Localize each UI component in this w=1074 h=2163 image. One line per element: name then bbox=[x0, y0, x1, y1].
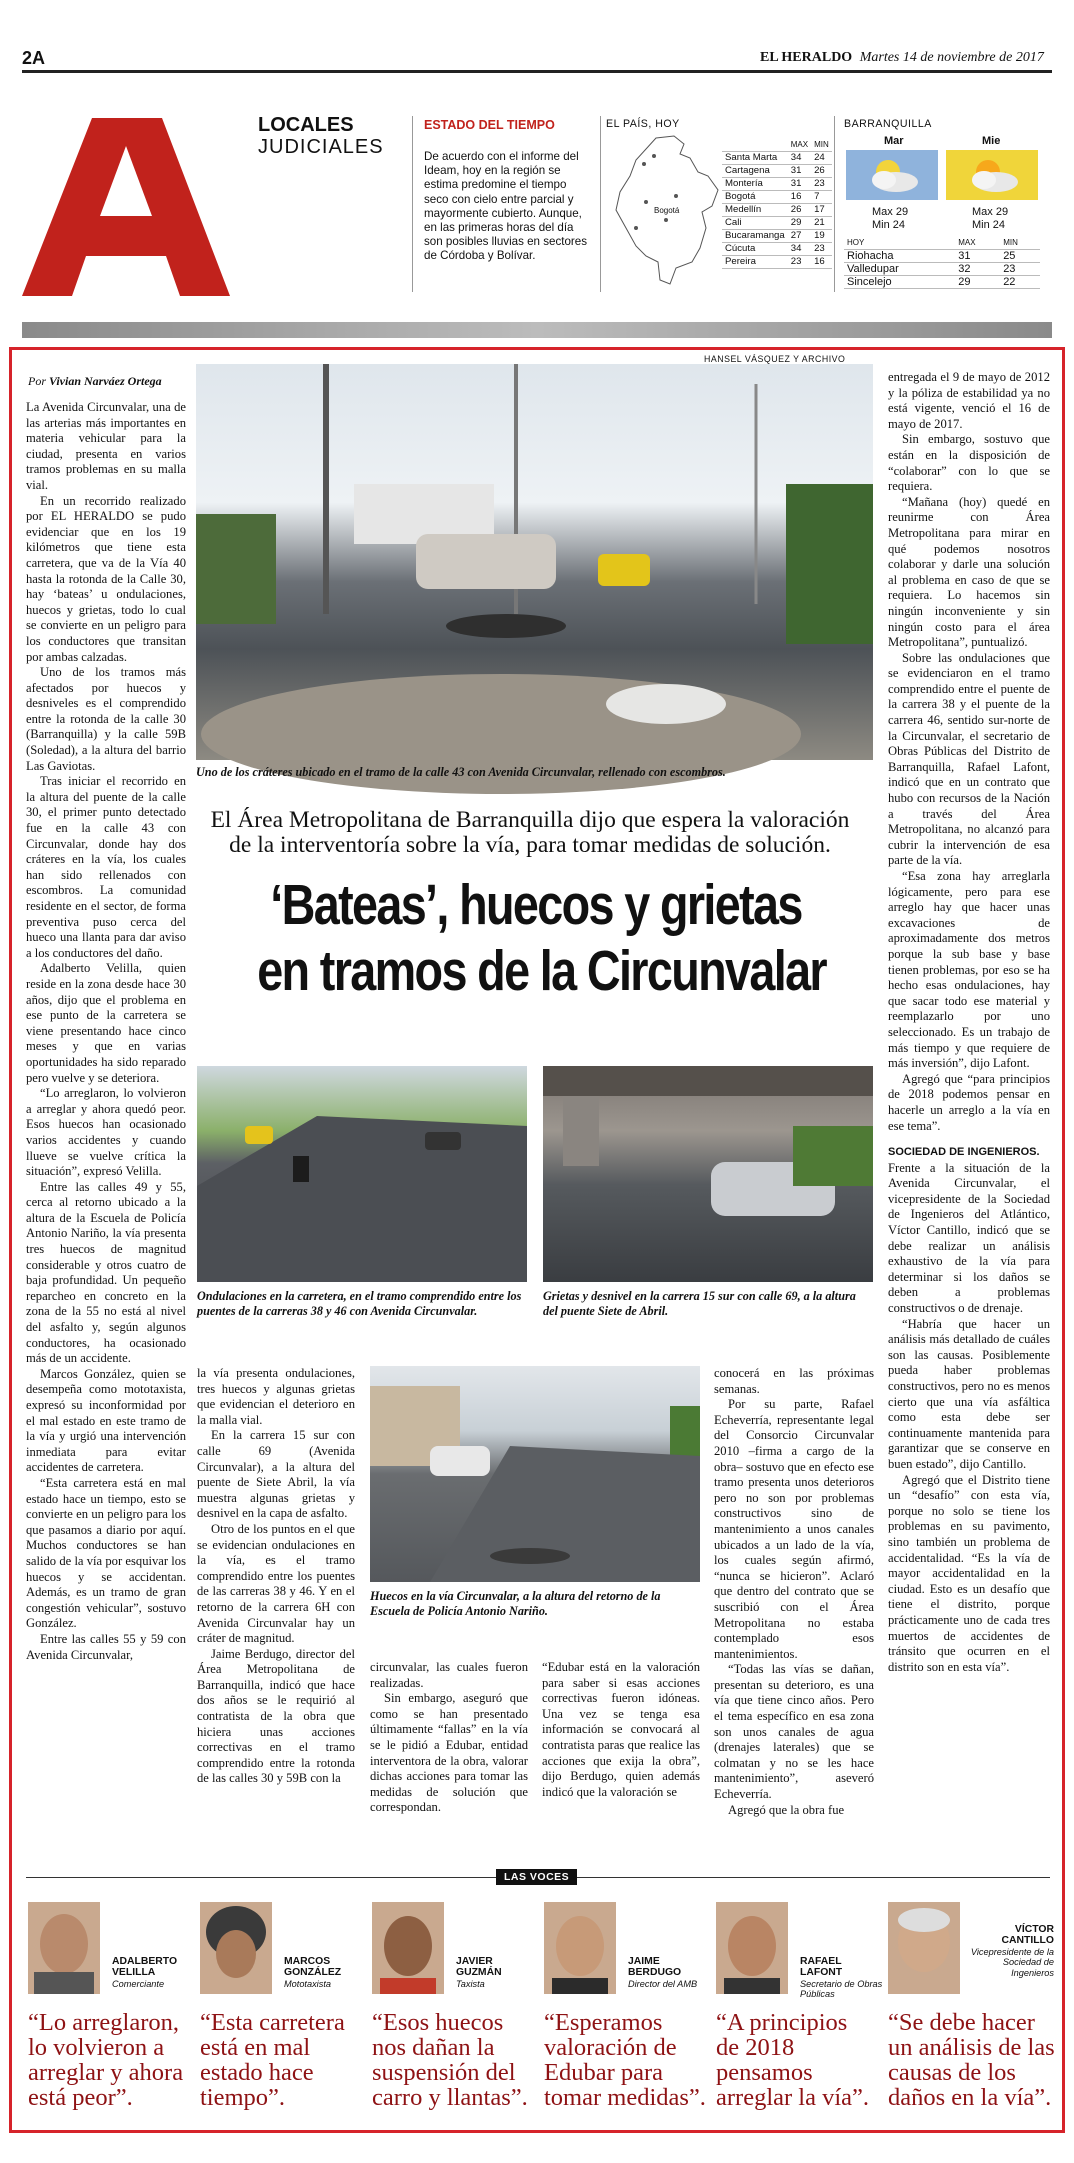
road-grietas-image bbox=[543, 1066, 873, 1282]
partly-cloudy-icon bbox=[946, 150, 1038, 200]
voice-3-name: JAVIER GUZMÁN Taxista bbox=[456, 1956, 502, 1989]
headline bbox=[257, 872, 826, 1004]
weather-text: De acuerdo con el informe del Ideam, hoy en la región se estima predomine el tiempo seco con cielo entre parcial y mayormente cubierto. Aunque, en las primeras horas del día son posibles lluvias en sectores de Córdoba y Bolívar. bbox=[424, 150, 588, 263]
table-row: Medellín 26 17 bbox=[722, 203, 832, 216]
caption-ondulaciones: Ondulaciones en la carretera, en el tramo comprendido entre los puentes de la carreras 38 y 46 con Avenida Circunvalar. bbox=[197, 1289, 522, 1318]
section-name bbox=[258, 114, 384, 158]
weather-title: ESTADO DEL TIEMPO bbox=[424, 118, 555, 132]
table-row: Cartagena 31 26 bbox=[722, 164, 832, 177]
table-row: Cúcuta 34 23 bbox=[722, 242, 832, 255]
voice-4-quote: “Esperamos valoración de Edubar para tomar medidas”. bbox=[544, 2009, 706, 2111]
road-crater-image bbox=[196, 364, 873, 760]
column-6: entregada el 9 de mayo de 2012 y la póliza de estabilidad ya no está vigente, venció el 16 de mayo de 2017. Sin embargo, sostuvo que están en la disposición de “colaborar” con lo que se requiera. “Mañana (hoy) quedé en reunirme con Área Metropolitana para mirar en qué podemos nosotros colaborar y darle una solución al problema en caso de que se requiera. Lo hacemos sin ningún inconveniente y sin ningún costo para el área Metropolitana”, puntualizó. Sobre las ondulaciones que se evidenciaron en el tramo comprendido entre el puente de la carrera 38 y el puente de la carrera 46, sentido sur-norte de la Circunvalar, el secretario de Obras Públicas del Distrito de Barranquilla, Rafael Lafont, indicó que en un contrato que hubo con recursos de la Nación a través del Área Metropolitana, no alcanzó para cubrir la intervención de esa parte de la vía. “Esa zona hay arreglarla lógicamente, pero para ese arreglo hay que hacer unas excavaciones de aproximadamente dos metros porque la sub base y base tienen problemas, por eso se ha hecho esas ondulaciones, hay que sacar todo ese material y reemplazarlo por uno seleccionado. Es un trabajo de más tiempo y que requiere de más inversión”, dijo Lafont. Agregó que “para principios de 2018 podemos pensar en hacerle un arreglo a la vía en ese tema”. SOCIEDAD DE INGENIEROS. Frente a la situación de la Avenida Circunvalar, el vicepresidente de la Sociedad de Ingenieros del Atlántico, Víctor Cantillo, indicó que se debe realizar un análisis exhaustivo de la vía para determinar si los daños se deben a problemas constructivos o de drenaje. “Habría que hacer un análisis más detallado de cuáles son las causas. Posiblemente pueda haber problemas constructivos, pero no es menos cierto que una vía asfáltica como esta debe ser continuamente mantenida para garantizar que se conserve en buen estado”, dijo Cantillo. Agregó que el Distrito tiene un “desafío” con esta vía, porque no solo se tiene los problemas en su pavimento, sino también un problema de accidentalidad. “Es la vía de mayor accidentalidad en la ciudad. Esto es un desafío que tiene el distrito, porque prácticamente uno de cada tres muertos de accidentes de tránsito que ocurren en el distrito son en esta vía”. bbox=[888, 370, 1050, 1674]
avatar bbox=[372, 1902, 444, 1994]
avatar bbox=[716, 1902, 788, 1994]
photo-credit: HANSEL VÁSQUEZ Y ARCHIVO bbox=[704, 354, 846, 364]
photo-huecos bbox=[370, 1366, 700, 1582]
column-4: “Edubar está en la valoración para saber si esas acciones correctivas fueron idóneas. Una vez se tenga esa información se convocará al contratista paras que realice las acciones que exija la obra”, dijo Berdugo, quien además indicó que la valoración se bbox=[542, 1660, 700, 1799]
forecast-day2-box bbox=[946, 150, 1038, 200]
forecast-day1-box bbox=[846, 150, 938, 200]
weather-divider bbox=[600, 116, 601, 292]
table-row: Valledupar 32 23 bbox=[844, 262, 1040, 275]
weather-divider-2 bbox=[834, 116, 835, 292]
map-city-label: Bogotá bbox=[654, 206, 680, 215]
table-row: Montería 31 23 bbox=[722, 177, 832, 190]
edition-date: Martes 14 de noviembre de 2017 bbox=[859, 50, 1044, 65]
top-rule bbox=[22, 70, 1052, 73]
local-cities-table: HOY MAX MIN Riohacha 31 25 Valledupar 32 23 Sincelejo 29 22 bbox=[844, 236, 1040, 289]
paper-name: EL HERALDO bbox=[760, 50, 853, 65]
table-row: Bucaramanga 27 19 bbox=[722, 229, 832, 242]
voice-5-quote: “A principios de 2018 pensamos arreglar la vía”. bbox=[716, 2009, 870, 2111]
table-row: Cali 29 21 bbox=[722, 216, 832, 229]
col-max: MAX bbox=[788, 138, 811, 151]
table-row: Sincelejo 29 22 bbox=[844, 275, 1040, 288]
section-letter-icon bbox=[22, 118, 230, 296]
table-row: Pereira 23 16 bbox=[722, 255, 832, 268]
main-photo-caption: Uno de los cráteres ubicado en el tramo de la calle 43 con Avenida Circunvalar, rellenado con escombros. bbox=[196, 765, 726, 779]
forecast-day2-temps bbox=[972, 206, 1008, 231]
voice-6-quote: “Se debe hacer un análisis de las causas de los daños en la vía”. bbox=[888, 2009, 1055, 2111]
avatar bbox=[544, 1902, 616, 1994]
day2-max: Max 29 bbox=[972, 206, 1009, 218]
table-row: Riohacha 31 25 bbox=[844, 249, 1040, 262]
caption-grietas: Grietas y desnivel en la carrera 15 sur con calle 69, a la altura del puente Siete de Abril. bbox=[543, 1289, 856, 1318]
column-3: circunvalar, las cuales fueron realizadas. Sin embargo, aseguró que como se han presentado últimamente “fallas” en la vía se le pidió a Edubar, entidad interventora de la obra, valorar dichas acciones para tomar las medidas de solución que correspondan. bbox=[370, 1660, 528, 1815]
voice-1-quote: “Lo arreglaron, lo volvieron a arreglar y ahora está peor”. bbox=[28, 2009, 184, 2111]
day1-min: Min 24 bbox=[872, 218, 906, 231]
subhead: SOCIEDAD DE INGENIEROS. bbox=[888, 1146, 1040, 1159]
voice-5-name: RAFAEL LAFONT Secretario de Obras Públicas bbox=[800, 1956, 883, 2000]
table-row: Santa Marta 34 24 bbox=[722, 151, 832, 164]
headline-line2: en tramos de la Circunvalar bbox=[257, 939, 826, 1003]
partly-cloudy-icon bbox=[846, 150, 938, 200]
country-label: EL PAÍS, HOY bbox=[606, 118, 680, 130]
section-divider bbox=[412, 116, 413, 292]
voices-label: LAS VOCES bbox=[496, 1869, 577, 1885]
masthead bbox=[760, 50, 1044, 66]
byline: Por Vivian Narváez Ortega bbox=[28, 374, 162, 388]
local-label: BARRANQUILLA bbox=[844, 118, 932, 130]
main-photo bbox=[196, 364, 873, 760]
photo-ondulaciones bbox=[197, 1066, 527, 1282]
headline-line1: ‘Bateas’, huecos y grietas bbox=[270, 873, 802, 937]
photo-grietas bbox=[543, 1066, 873, 1282]
voice-6-name: VÍCTOR CANTILLO Vicepresidente de la Sociedad de Ingenieros bbox=[970, 1924, 1054, 1978]
forecast-day1-temps bbox=[872, 206, 908, 231]
forecast-day2-name: Mie bbox=[982, 135, 1001, 147]
voice-3-quote: “Esos huecos nos dañan la suspensión del carro y llantas”. bbox=[372, 2009, 528, 2111]
caption-huecos: Huecos en la vía Circunvalar, a la altura del retorno de la Escuela de Policía Antonio Nariño. bbox=[370, 1589, 661, 1618]
column-5: conocerá en las próximas semanas. Por su parte, Rafael Echeverría, representante legal del Consorcio Circunvalar 2010 –firma a cargo de la obra– sostuvo que en efecto ese tramo presenta unos deterioros pero no son por problemas constructivos sino de mantenimiento a unos canales ubicados a un lado de la vía, los cuales según afirmó, “nunca se hicieron”. Aclaró que dentro del contrato que se suscribió con el Área Metropolitana no estaba contemplado esos mantenimientos. “Todas las vías se dañan, presentan su deterioro, es una vía que tiene cinco años. Pero el tema específico en esa zona son unos canales de agua (drenajes laterales) que se colmatan y no se les hace mantenimiento”, aseveró Echeverría. Agregó que la obra fue bbox=[714, 1366, 874, 1817]
voice-4-name: JAIME BERDUGO Director del AMB bbox=[628, 1956, 698, 1989]
section-letter-block bbox=[22, 118, 230, 296]
forecast-day1-name: Mar bbox=[884, 135, 904, 147]
gray-band bbox=[22, 322, 1052, 338]
avatar bbox=[200, 1902, 272, 1994]
day1-max: Max 29 bbox=[872, 206, 909, 218]
voice-1-name: ADALBERTO VELILLA Comerciante bbox=[112, 1956, 178, 1989]
voice-2-name: MARCOS GONZÁLEZ Mototaxista bbox=[284, 1956, 342, 1989]
page-number: 2A bbox=[22, 48, 46, 68]
section-line2: JUDICIALES bbox=[258, 136, 384, 158]
voice-2-quote: “Esta carretera está en mal estado hace tiempo”. bbox=[200, 2009, 345, 2111]
col-min: MIN bbox=[811, 138, 832, 151]
avatar bbox=[28, 1902, 100, 1994]
road-huecos-image bbox=[370, 1366, 700, 1582]
cities-table bbox=[722, 138, 832, 269]
road-ondulaciones-image bbox=[197, 1066, 527, 1282]
deck: El Área Metropolitana de Barranquilla dijo que espera la valoración de la interventoría sobre la vía, para tomar medidas de solución. bbox=[210, 807, 850, 858]
day2-min: Min 24 bbox=[972, 218, 1006, 231]
table-row: Bogotá 16 7 bbox=[722, 190, 832, 203]
column-1: La Avenida Circunvalar, una de las arterias más importantes en materia vehicular para la ciudad, presenta en varios tramos problemas en su malla vial. En un recorrido realizado por EL HERALDO se pudo evidenciar que en los 19 kilómetros que tiene esta carretera, que va de la Vía 40 hasta la rotonda de la Calle 30, hay ‘bateas’ u ondulaciones, huecos y grietas, todo lo cual se convierte en un peligro para los conductores que transitan por ambas calzadas. Uno de los tramos más afectados por huecos y desniveles es el comprendido entre la rotonda de la calle 30 (Barranquilla) y la calle 59B (Soledad), a la altura del barrio Las Gaviotas. Tras iniciar el recorrido en la altura del puente de la calle 30, el primer punto detectado fue en la calle 43 con Circunvalar, donde hay dos cráteres en la vía, los cuales han sido rellenados con escombros. La comunidad residente en el sector, de forma preventiva puso cerca del hueco una llanta para dar aviso a los conductores del daño. Adalberto Velilla, quien reside en la zona desde hace 30 años, dijo que el problema en ese punto de la carretera se viene presentando hace cinco meses y que en varias oportunidades ha sido reparado pero vuelve y se deteriora. “Lo arreglaron, lo volvieron a arreglar y ahora quedó peor. Esos huecos han ocasionado varios accidentes y cuando llueve se vuelve crítica la situación”, expresó Velilla. Entre las calles 49 y 55, cerca al retorno ubicado a la altura de la Escuela de Policía Antonio Nariño, la vía presenta tres huecos de magnitud considerable y otros cuatro de baja profundidad. Un pequeño reparcheo en concreto en la zona de la 55 no está al nivel del asfalto y, según algunos conductores, ha ocasionado más de un accidente. Marcos González, quien se desempeña como mototaxista, expresó su inconformidad por el mal estado en este tramo de la vía y urgió una intervención inmediata para evitar accidentes de carretera. “Esta carretera está en mal estado hace un tiempo, esto se convierte en un peligro para los que pasamos a diario por aquí. Muchos conductores se han salido de la vía por esquivar los huecos y se accidentan. Además, es un tramo de gran congestión vehicular”, sostuvo González. Entre las calles 55 y 59 con Avenida Circunvalar, bbox=[26, 400, 186, 1662]
avatar bbox=[888, 1902, 960, 1994]
column-2: la vía presenta ondulaciones, tres huecos y algunas grietas que evidencian el deterioro en la malla vial. En la carrera 15 sur con calle 69 (Avenida Circunvalar), a la altura del puente de Siete Abril, la vía muestra algunas grietas y desnivel en la capa de asfalto. Otro de los puntos en el que se evidencian ondulaciones en la vía, es el tramo comprendido entre los puentes de las carreras 38 y 46. Y en el retorno de la carrera 6H con Avenida Circunvalar hay un cráter de magnitud. Jaime Berdugo, director del Área Metropolitana de Barranquilla, indicó que hace dos años se le requirió al contratista de la obra que hiciera unas acciones correctivas en el tramo comprendido entre la rotonda de las calles 30 y 59B con la bbox=[197, 1366, 355, 1786]
section-line1: LOCALES bbox=[258, 114, 354, 136]
